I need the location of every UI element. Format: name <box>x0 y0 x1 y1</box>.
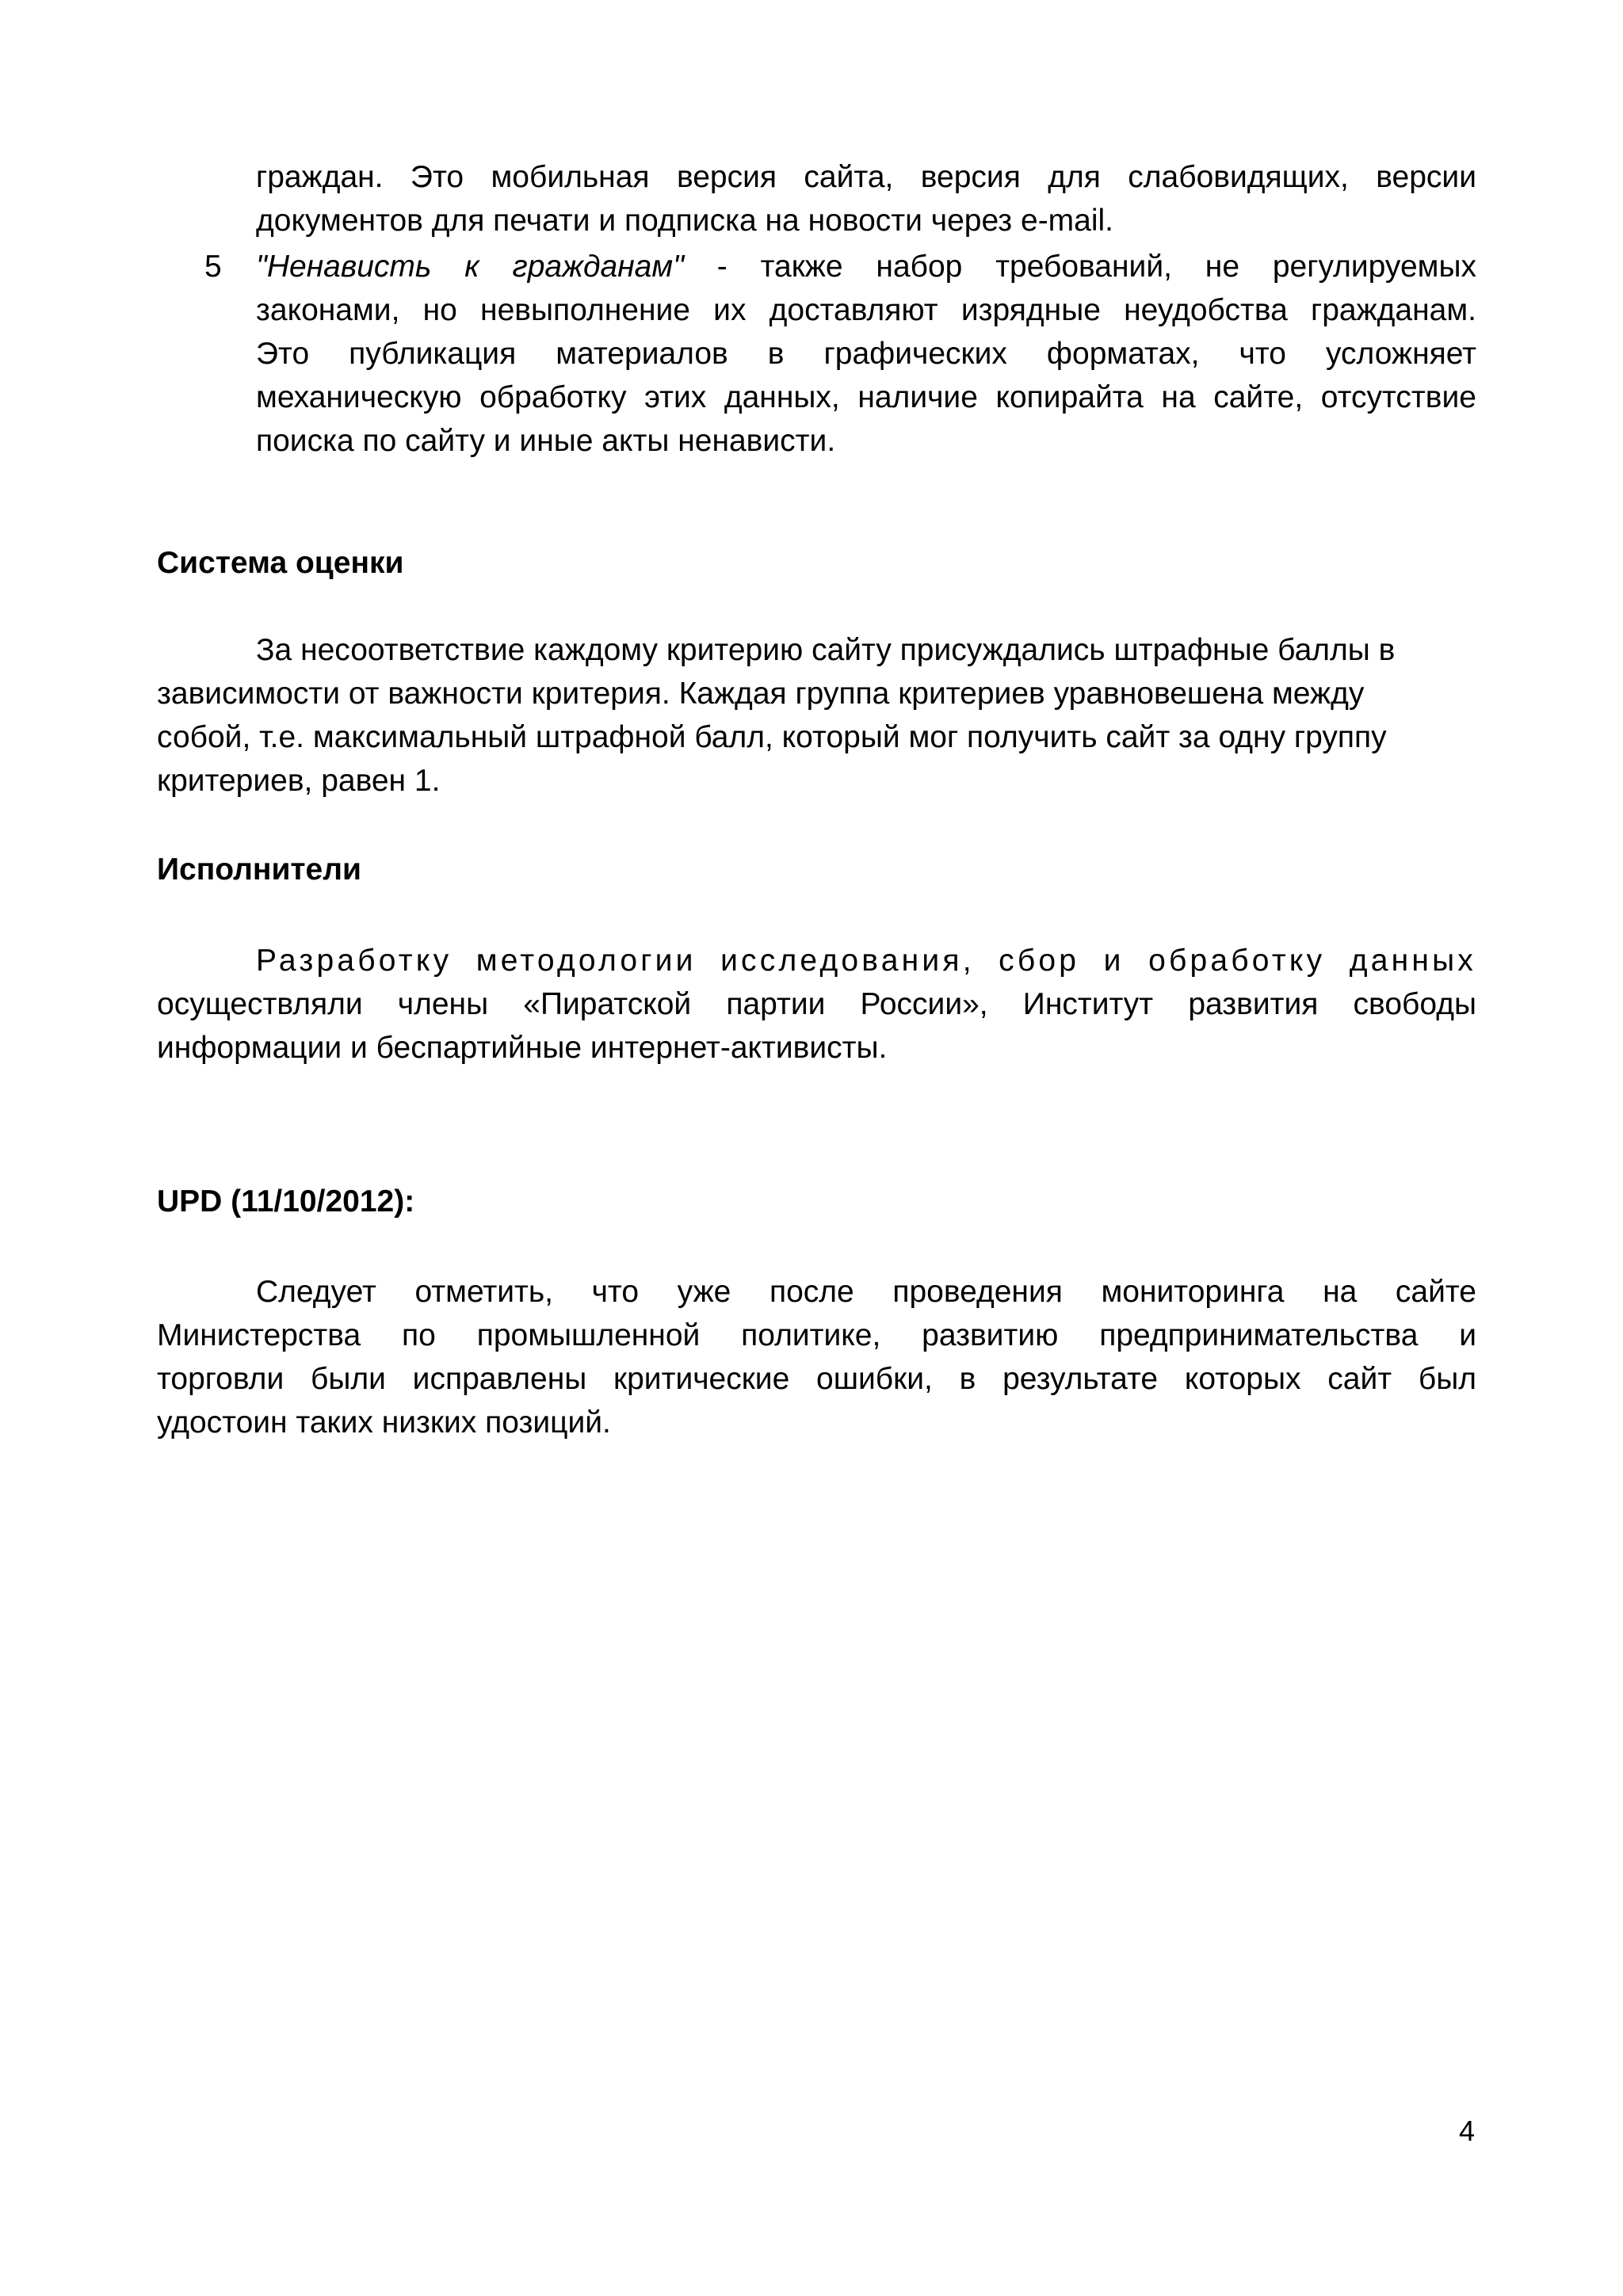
list-item <box>256 245 1476 463</box>
paragraph-line: Это публикация материалов в графических форматах, что усложняет <box>256 337 1476 371</box>
paragraph-update <box>157 1270 1476 1444</box>
paragraph-line: Разработку методологии исследования, сбор и обработку данных <box>256 944 1476 978</box>
list-continuation <box>256 155 1476 242</box>
list-item-title: "Ненависть к гражданам" <box>256 250 684 284</box>
paragraph-line: Следует отметить, что уже после проведения мониторинга на сайте <box>256 1275 1476 1309</box>
paragraph-line: критериев, равен 1. <box>157 764 441 798</box>
paragraph-line: законами, но невыполнение их доставляют изрядные неудобства гражданам. <box>256 293 1476 327</box>
paragraph-line: торговли были исправлены критические ошибки, в результате которых сайт был <box>157 1362 1476 1396</box>
paragraph-line: документов для печати и подписка на новости через e-mail. <box>256 204 1114 238</box>
paragraph-line: Министерства по промышленной политике, развитию предпринимательства и <box>157 1318 1476 1352</box>
section-heading-scoring: Система оценки <box>157 546 404 580</box>
paragraph-line: зависимости от важности критерия. Каждая группа критериев уравновешена между <box>157 677 1365 711</box>
list-item-number: 5 <box>204 250 222 284</box>
paragraph-line: механическую обработку этих данных, наличие копирайта на сайте, отсутствие <box>256 380 1476 414</box>
paragraph-line: За несоответствие каждому критерию сайту присуждались штрафные баллы в <box>256 633 1396 667</box>
paragraph-line: поиска по сайту и иные акты ненависти. <box>256 424 836 458</box>
paragraph-line: информации и беспартийные интернет-активисты. <box>157 1031 888 1065</box>
section-heading-executors: Исполнители <box>157 852 361 887</box>
page-number: 4 <box>1459 2115 1476 2147</box>
paragraph-line: осуществляли члены «Пиратской партии России», Институт развития свободы <box>157 987 1476 1021</box>
paragraph-executors <box>157 939 1476 1070</box>
paragraph-line: граждан. Это мобильная версия сайта, версия для слабовидящих, версии <box>256 160 1476 194</box>
paragraph-line: собой, т.е. максимальный штрафной балл, который мог получить сайт за одну группу <box>157 720 1387 754</box>
paragraph-scoring <box>157 628 1504 803</box>
paragraph-line: удостоин таких низких позиций. <box>157 1405 611 1440</box>
paragraph-line: "Ненависть к гражданам" - также набор требований, не регулируемых <box>256 250 1476 284</box>
section-heading-update: UPD (11/10/2012): <box>157 1184 415 1219</box>
